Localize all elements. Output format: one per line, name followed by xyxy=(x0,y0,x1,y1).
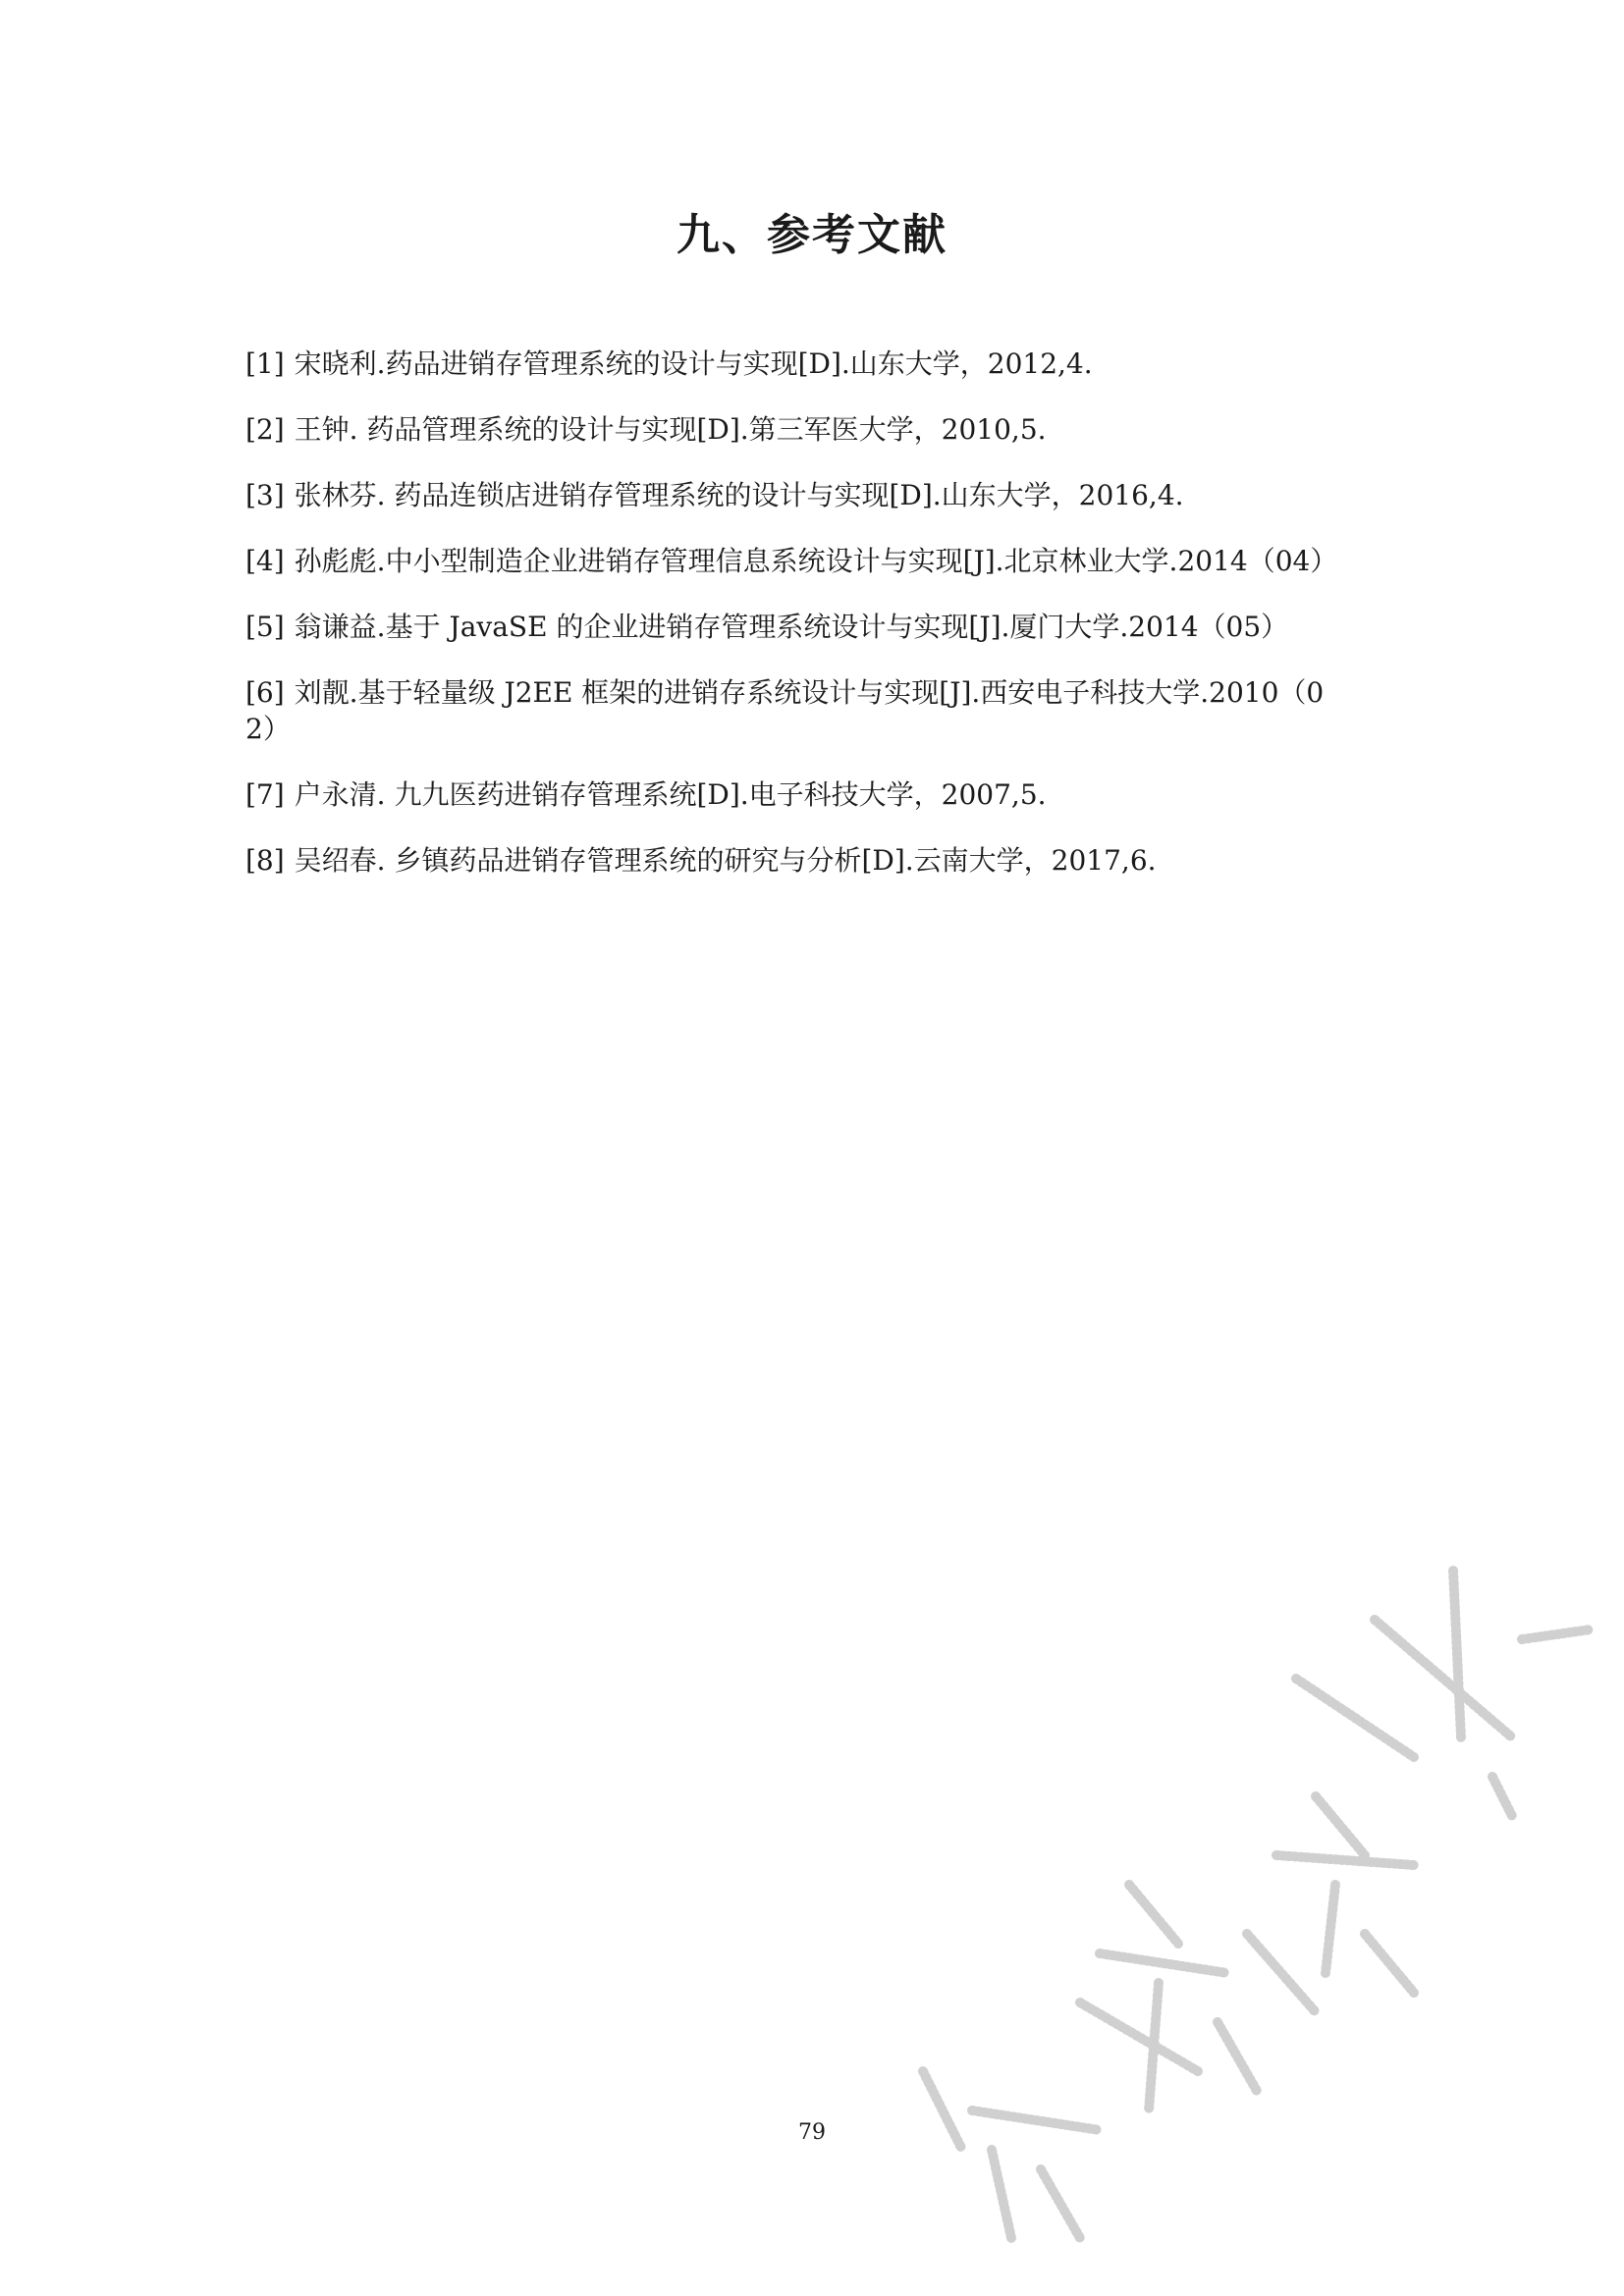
reference-item xyxy=(245,346,1345,382)
reference-number: [1] xyxy=(245,347,285,380)
reference-text: 王钟. 药品管理系统的设计与实现[D].第三军医大学，2010,5. xyxy=(294,413,1047,446)
reference-item xyxy=(245,609,1345,645)
reference-number: [3] xyxy=(245,479,285,511)
page-number: 79 xyxy=(798,2120,826,2145)
reference-text: 宋晓利.药品进销存管理系统的设计与实现[D].山东大学，2012,4. xyxy=(294,347,1093,380)
reference-item xyxy=(245,411,1345,448)
reference-number: [2] xyxy=(245,413,285,446)
reference-item xyxy=(245,477,1345,513)
reference-text: 户永清. 九九医药进销存管理系统[D].电子科技大学，2007,5. xyxy=(294,778,1047,811)
reference-number: [8] xyxy=(245,844,285,877)
page-title: 九、参考文献 xyxy=(677,210,947,260)
reference-text: 孙彪彪.中小型制造企业进销存管理信息系统设计与实现[J].北京林业大学.2014（04） xyxy=(294,545,1338,577)
reference-number: [4] xyxy=(245,545,285,577)
reference-item xyxy=(245,674,1345,747)
reference-item xyxy=(245,842,1345,879)
reference-text: 吴绍春. 乡镇药品进销存管理系统的研究与分析[D].云南大学，2017,6. xyxy=(294,844,1157,877)
reference-list xyxy=(245,346,1345,908)
reference-text: 刘靓.基于轻量级 J2EE 框架的进销存系统设计与实现[J].西安电子科技大学.2010（02） xyxy=(245,676,1325,745)
reference-item xyxy=(245,543,1345,579)
reference-number: [7] xyxy=(245,778,285,811)
reference-text: 张林芬. 药品连锁店进销存管理系统的设计与实现[D].山东大学，2016,4. xyxy=(294,479,1184,511)
reference-text: 翁谦益.基于 JavaSE 的企业进销存管理系统设计与实现[J].厦门大学.2014（05） xyxy=(294,611,1289,643)
reference-item xyxy=(245,776,1345,813)
reference-number: [5] xyxy=(245,611,285,643)
reference-number: [6] xyxy=(245,676,285,709)
